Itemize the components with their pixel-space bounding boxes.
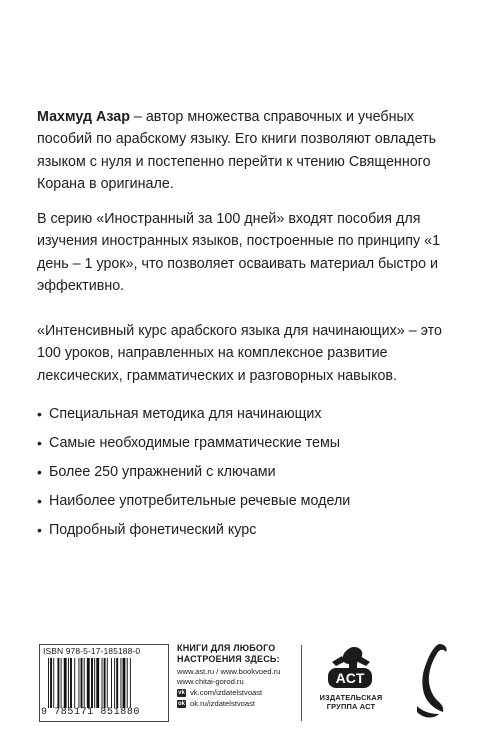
barcode-bar	[68, 658, 69, 708]
barcode-bar	[120, 658, 121, 708]
author-description: – автор множества справочных и учебных пособий по арабскому языку. Его книги позволяют овладеть языком с нуля и постепенно перейти к чтению Священного Корана в оригинале.	[37, 109, 437, 193]
ast-logo-icon	[320, 646, 378, 692]
ok-link[interactable]	[177, 698, 307, 709]
features-list	[37, 403, 467, 548]
bullet-icon: •	[37, 406, 42, 422]
bullet-icon: •	[37, 435, 42, 451]
barcode-bar	[116, 658, 118, 708]
list-item	[37, 403, 467, 432]
list-item-text: Специальная методика для начинающих	[49, 406, 322, 422]
vk-link-text: vk.com/izdatelstvoast	[190, 687, 263, 697]
stores-heading-line1: КНИГИ ДЛЯ ЛЮБОГО	[177, 643, 276, 653]
course-paragraph: «Интенсивный курс арабского языка для начинающих» – это 100 уроков, направленных на комплексное развитие лексических, грамматических и разговорных навыков.	[37, 323, 442, 384]
barcode-bar	[102, 658, 103, 708]
barcode-bar	[74, 658, 75, 708]
barcode-bar	[114, 658, 115, 708]
bullet-icon: •	[37, 493, 42, 509]
publisher-caption-line1: ИЗДАТЕЛЬСКАЯ	[319, 693, 383, 702]
barcode-bar	[94, 658, 95, 708]
site-link-1[interactable]: www.ast.ru / www.bookvoed.ru	[177, 667, 281, 676]
barcode-digits: 9 785171 851880	[41, 707, 141, 718]
barcode-bar	[70, 658, 72, 708]
stores-info	[177, 643, 307, 709]
barcode-icon	[48, 658, 162, 708]
barcode-bar	[87, 658, 90, 708]
ast-logo-text: ACT	[335, 670, 365, 686]
barcode-bar	[111, 658, 112, 708]
barcode-bar	[104, 658, 106, 708]
bullet-icon: •	[37, 522, 42, 538]
barcode-bar	[50, 658, 52, 708]
barcode-bar	[81, 658, 83, 708]
divider	[301, 645, 302, 721]
series-paragraph: В серию «Иностранный за 100 дней» входят пособия для изучения иностранных языков, построенные по принципу «1 день – 1 урок», что позволяет осваивать материал быстро и эффективно.	[37, 211, 441, 295]
barcode-bar	[53, 658, 54, 708]
ok-icon: ok	[177, 700, 185, 707]
barcode-bar	[64, 658, 67, 708]
author-name: Махмуд Азар	[37, 109, 130, 125]
site-link-2[interactable]: www.chitai-gorod.ru	[177, 677, 244, 686]
publisher-caption	[308, 693, 394, 711]
list-item	[37, 461, 467, 490]
list-item-text: Самые необходимые грамматические темы	[49, 435, 341, 451]
vk-icon: vk	[178, 689, 185, 696]
list-item	[37, 490, 467, 519]
publisher-caption-line2: ГРУППА АСТ	[326, 702, 376, 711]
barcode-bar	[61, 658, 62, 708]
list-item-text: Наиболее употребительные речевые модели	[49, 493, 351, 509]
barcode-bar	[123, 658, 126, 708]
list-item	[37, 432, 467, 461]
list-item-text: Более 250 упражнений с ключами	[49, 464, 276, 480]
barcode-bar	[78, 658, 79, 708]
stores-sites	[177, 667, 307, 709]
vk-link[interactable]	[177, 687, 307, 698]
barcode-bar	[91, 658, 93, 708]
barcode-bar	[127, 658, 128, 708]
stores-heading	[177, 643, 307, 665]
barcode-block	[39, 644, 169, 722]
bullet-icon: •	[37, 464, 42, 480]
barcode-bar	[57, 658, 59, 708]
isbn-text: ISBN 978-5-17-185188-0	[43, 646, 141, 656]
barcode-bar	[84, 658, 85, 708]
author-paragraph	[37, 106, 462, 196]
swan-logo-icon	[411, 640, 451, 722]
barcode-bar	[48, 658, 49, 708]
ok-link-text: ok.ru/izdatelstvoast	[190, 698, 255, 708]
list-item	[37, 519, 467, 548]
barcode-bar	[96, 658, 99, 708]
barcode-bar	[130, 658, 131, 708]
barcode-bar	[107, 658, 108, 708]
list-item-text: Подробный фонетический курс	[49, 522, 257, 538]
stores-heading-line2: НАСТРОЕНИЯ ЗДЕСЬ:	[177, 654, 280, 664]
